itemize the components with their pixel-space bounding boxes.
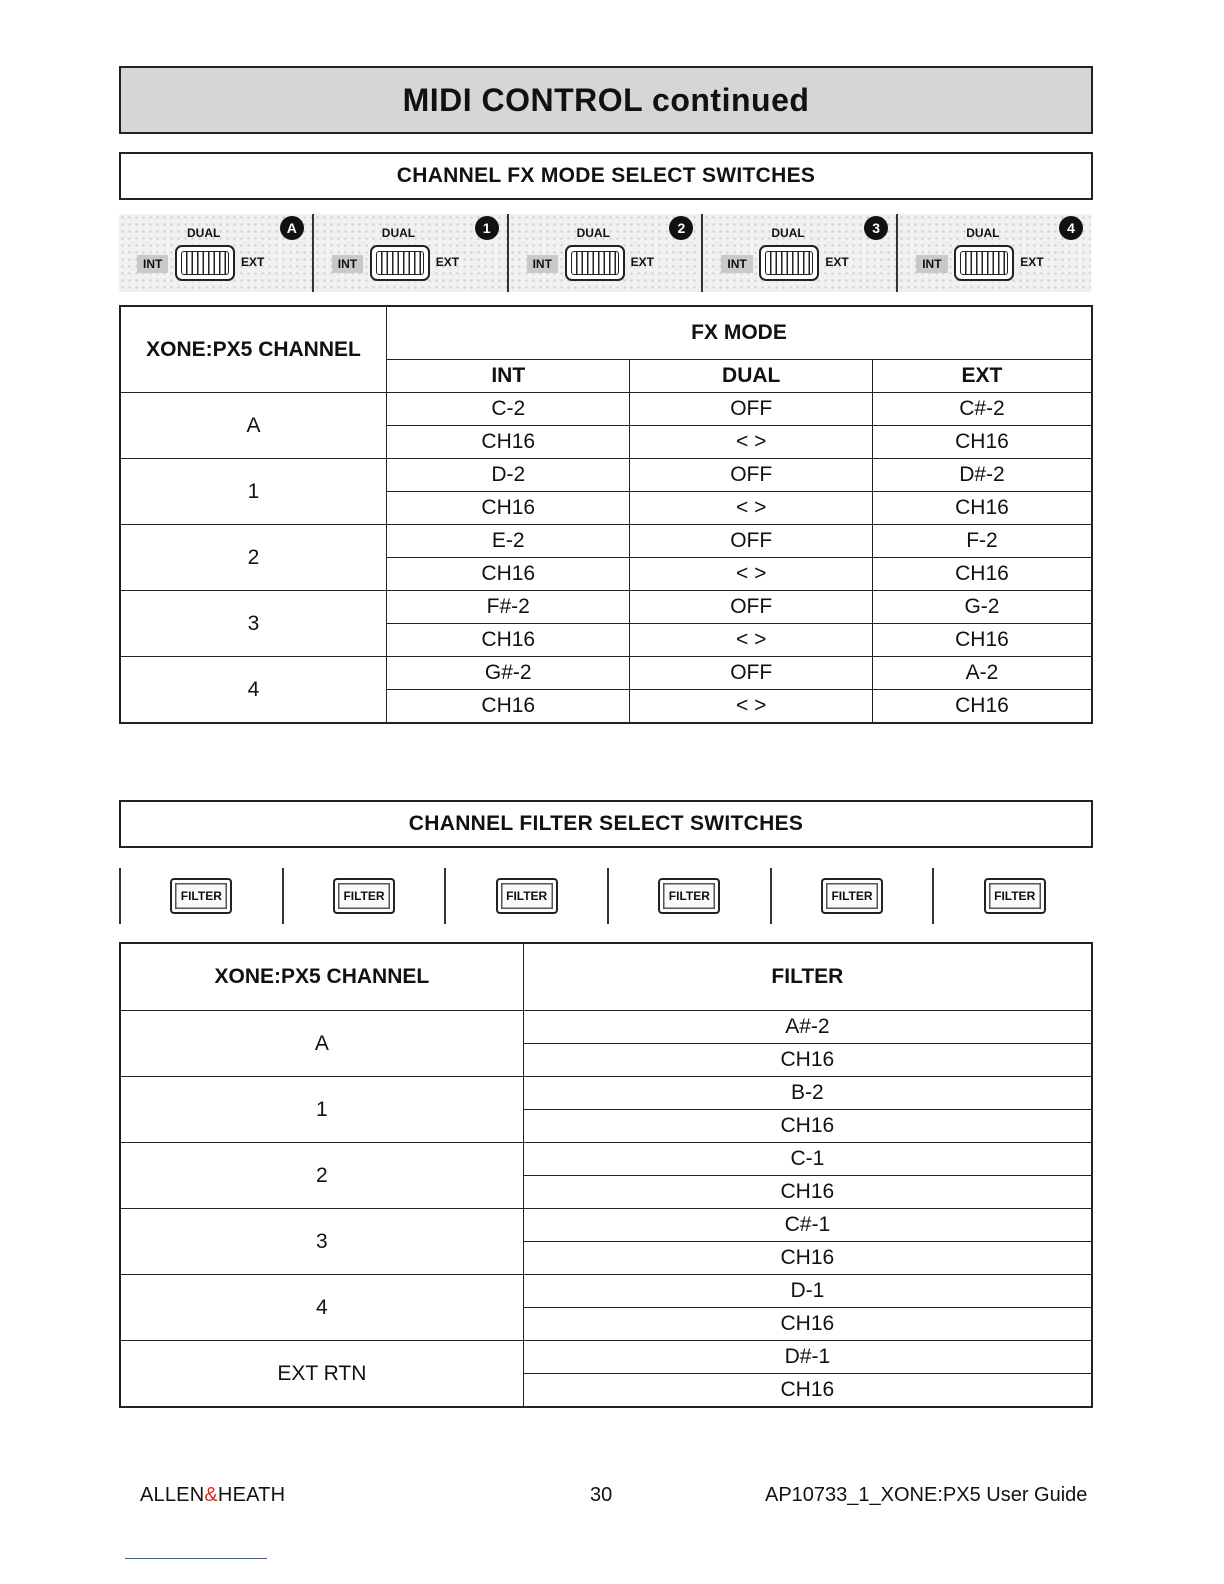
fx-switch-3	[701, 214, 896, 292]
filter-note-cell: B-2	[523, 1077, 1092, 1110]
filter-channel-cell: EXT RTN	[120, 1341, 523, 1408]
fx-note-cell: D#-2	[872, 459, 1092, 492]
fx-note-cell: F-2	[872, 525, 1092, 558]
brand-logo	[140, 1484, 285, 1507]
filter-note-cell: C#-1	[523, 1209, 1092, 1242]
filter-button[interactable]: FILTER	[333, 878, 395, 914]
switch-int-label: INT	[137, 255, 168, 273]
filter-table-row	[120, 1341, 1092, 1374]
switch-slider-icon	[565, 245, 625, 281]
fx-table-row	[120, 525, 1092, 558]
switch-slider-grip	[960, 251, 1008, 275]
fx-midi-channel-cell: CH16	[387, 690, 630, 724]
switch-slider-grip	[571, 251, 619, 275]
fx-mode-switch-strip	[119, 214, 1091, 292]
filter-table	[119, 942, 1093, 1408]
filter-midi-channel-cell: CH16	[523, 1044, 1092, 1077]
filter-button[interactable]: FILTER	[170, 878, 232, 914]
channel-badge: 4	[1059, 216, 1083, 240]
fx-switch-4	[896, 214, 1091, 292]
filter-midi-channel-cell: CH16	[523, 1110, 1092, 1143]
fx-midi-channel-cell: < >	[630, 690, 872, 724]
channel-badge: A	[280, 216, 304, 240]
footer-rule	[125, 1558, 267, 1559]
page-number: 30	[590, 1484, 613, 1506]
fx-channel-cell: 4	[120, 657, 387, 724]
fx-mode-header: FX MODE	[387, 306, 1092, 360]
filter-note-cell: C-1	[523, 1143, 1092, 1176]
document-title: AP10733_1_XONE:PX5 User Guide	[765, 1484, 1088, 1506]
fx-note-cell: A-2	[872, 657, 1092, 690]
fx-note-cell: OFF	[630, 591, 872, 624]
filter-note-cell: A#-2	[523, 1011, 1092, 1044]
filter-midi-channel-cell: CH16	[523, 1242, 1092, 1275]
fx-col-dual-header: DUAL	[630, 360, 872, 393]
fx-table-row	[120, 657, 1092, 690]
fx-midi-channel-cell: CH16	[872, 558, 1092, 591]
fx-note-cell: D-2	[387, 459, 630, 492]
fx-midi-channel-cell: CH16	[387, 492, 630, 525]
filter-note-cell: D-1	[523, 1275, 1092, 1308]
page-title: MIDI CONTROL continued	[119, 66, 1093, 134]
switch-slider-icon	[759, 245, 819, 281]
switch-slider-grip	[181, 251, 229, 275]
switch-dual-label: DUAL	[381, 226, 416, 240]
filter-channel-header: XONE:PX5 CHANNEL	[120, 943, 523, 1011]
fx-midi-channel-cell: CH16	[872, 624, 1092, 657]
fx-switch-2	[507, 214, 702, 292]
switch-slider-grip	[765, 251, 813, 275]
filter-channel-cell: A	[120, 1011, 523, 1077]
switch-int-label: INT	[527, 255, 558, 273]
filter-midi-channel-cell: CH16	[523, 1374, 1092, 1408]
filter-switch-0	[119, 868, 282, 924]
fx-channel-cell: 2	[120, 525, 387, 591]
channel-badge: 1	[475, 216, 499, 240]
filter-table-row	[120, 1209, 1092, 1242]
fx-midi-channel-cell: < >	[630, 558, 872, 591]
filter-switch-3	[607, 868, 770, 924]
fx-mode-table	[119, 305, 1093, 724]
fx-midi-channel-cell: < >	[630, 426, 872, 459]
switch-slider-icon	[954, 245, 1014, 281]
fx-midi-channel-cell: CH16	[872, 492, 1092, 525]
filter-section-title: CHANNEL FILTER SELECT SWITCHES	[119, 800, 1093, 848]
filter-switch-4	[770, 868, 933, 924]
filter-button[interactable]: FILTER	[658, 878, 720, 914]
switch-ext-label: EXT	[825, 255, 849, 269]
brand-left: ALLEN	[140, 1484, 205, 1506]
filter-table-row	[120, 1011, 1092, 1044]
fx-note-cell: OFF	[630, 525, 872, 558]
switch-ext-label: EXT	[1020, 255, 1044, 269]
filter-channel-cell: 4	[120, 1275, 523, 1341]
fx-midi-channel-cell: CH16	[387, 426, 630, 459]
filter-button[interactable]: FILTER	[821, 878, 883, 914]
fx-col-ext-header: EXT	[872, 360, 1092, 393]
fx-switch-0	[119, 214, 312, 292]
switch-dual-label: DUAL	[187, 226, 221, 240]
filter-switch-2	[444, 868, 607, 924]
filter-table-row	[120, 1077, 1092, 1110]
fx-note-cell: OFF	[630, 657, 872, 690]
filter-channel-cell: 2	[120, 1143, 523, 1209]
switch-dual-label: DUAL	[771, 226, 805, 240]
fx-note-cell: G#-2	[387, 657, 630, 690]
brand-ampersand: &	[204, 1484, 218, 1506]
filter-midi-channel-cell: CH16	[523, 1308, 1092, 1341]
fx-note-cell: C#-2	[872, 393, 1092, 426]
fx-table-row	[120, 591, 1092, 624]
fx-midi-channel-cell: CH16	[387, 558, 630, 591]
filter-button[interactable]: FILTER	[496, 878, 558, 914]
fx-note-cell: OFF	[630, 459, 872, 492]
filter-button[interactable]: FILTER	[984, 878, 1046, 914]
switch-ext-label: EXT	[241, 255, 265, 269]
fx-note-cell: OFF	[630, 393, 872, 426]
switch-ext-label: EXT	[435, 255, 460, 269]
filter-switch-1	[282, 868, 445, 924]
switch-dual-label: DUAL	[966, 226, 1000, 240]
fx-note-cell: C-2	[387, 393, 630, 426]
filter-note-cell: D#-1	[523, 1341, 1092, 1374]
switch-slider-icon	[370, 245, 430, 281]
brand-right: HEATH	[217, 1484, 286, 1506]
fx-midi-channel-cell: CH16	[872, 426, 1092, 459]
switch-int-label: INT	[721, 255, 752, 273]
fx-table-row	[120, 459, 1092, 492]
switch-dual-label: DUAL	[576, 226, 610, 240]
fx-note-cell: E-2	[387, 525, 630, 558]
filter-button-strip	[119, 868, 1095, 924]
fx-switch-1	[312, 214, 507, 292]
filter-channel-cell: 1	[120, 1077, 523, 1143]
switch-ext-label: EXT	[630, 255, 654, 269]
filter-midi-channel-cell: CH16	[523, 1176, 1092, 1209]
fx-midi-channel-cell: < >	[630, 492, 872, 525]
fx-table-row	[120, 393, 1092, 426]
fx-section-title: CHANNEL FX MODE SELECT SWITCHES	[119, 152, 1093, 200]
fx-note-cell: F#-2	[387, 591, 630, 624]
fx-midi-channel-cell: CH16	[872, 690, 1092, 724]
filter-table-row	[120, 1143, 1092, 1176]
channel-badge: 2	[669, 216, 693, 240]
fx-channel-header: XONE:PX5 CHANNEL	[120, 306, 387, 393]
fx-note-cell: G-2	[872, 591, 1092, 624]
fx-channel-cell: 1	[120, 459, 387, 525]
fx-col-int-header: INT	[387, 360, 630, 393]
fx-midi-channel-cell: < >	[630, 624, 872, 657]
switch-int-label: INT	[916, 255, 947, 273]
filter-table-row	[120, 1275, 1092, 1308]
filter-switch-5	[932, 868, 1095, 924]
filter-header: FILTER	[523, 943, 1092, 1011]
fx-channel-cell: 3	[120, 591, 387, 657]
switch-slider-icon	[175, 245, 235, 281]
switch-slider-grip	[376, 251, 424, 275]
switch-int-label: INT	[332, 255, 363, 273]
filter-channel-cell: 3	[120, 1209, 523, 1275]
fx-midi-channel-cell: CH16	[387, 624, 630, 657]
fx-channel-cell: A	[120, 393, 387, 459]
channel-badge: 3	[864, 216, 888, 240]
